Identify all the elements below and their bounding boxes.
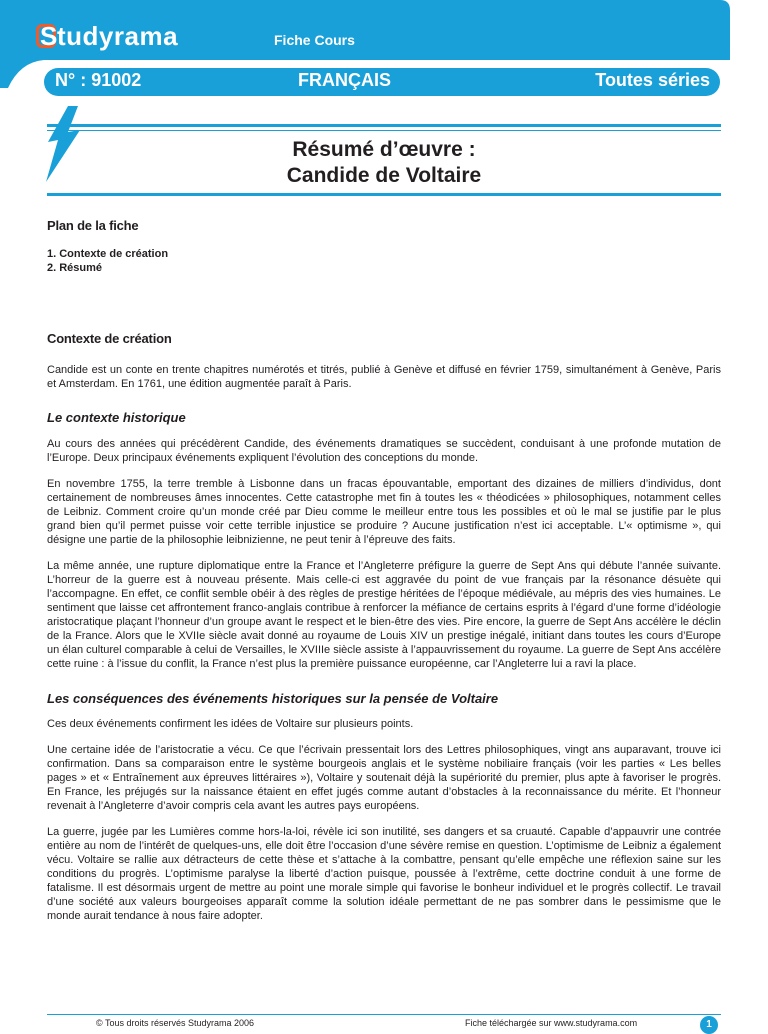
paragraph: Ces deux événements confirment les idées de Voltaire sur plusieurs points.: [47, 718, 414, 730]
subject: FRANÇAIS: [298, 70, 391, 90]
fiche-number: N° : 91002: [55, 70, 142, 90]
paragraph: Une certaine idée de l’aristocratie a vécu. Ce que l’écrivain pressentait lors des Lettres philosophiques, vingt ans auparavant, trouve ici confirmation. Dans sa comparaison entre le système bourgeois anglais et le système nobiliaire français (voir les parties « Les belles pages » et « Entraînement aux épreuves littéraires »), Voltaire y soutenait déjà la supériorité du premier, plus apte à favoriser le progrès. En France, les préjugés sur la naissance étaient en effet jugés comme autant d’obstacles à la reconnaissance du mérite. Et l’honneur revenait à l’Angleterre d’avoir compris cela avant les autres pays européens.: [47, 744, 721, 812]
plan-section: [47, 218, 721, 275]
plan-item-1: 1. Contexte de création: [47, 248, 169, 260]
logo-mark: S: [36, 24, 56, 48]
paragraph: La même année, une rupture diplomatique entre la France et l’Angleterre préfigure la guerre de Sept Ans qui débute l’année suivante. L’horreur de la guerre est à nouveau présente. Mais celle-ci est aggravée du point de vue français par la résonance désuète qui l’accompagne. En effet, ce conflit semble obéir à des règles de prestige héritées de l’époque médiévale, au mépris des vies humaines. Le sentiment que laisse cet affrontement franco-anglais contribue à renforcer la méfiance de certains esprits à l’égard d’une forme d’idéologie aristocratique plaçant l’honneur d’un groupe avant le respect et le bien-être des vies. Pire encore, la guerre de Sept Ans accélère le déclin de la France. Alors que le XVIIe siècle avait donné au royaume de Louis XIV un prestige inégalé, initiant dans toutes les cours d’Europe un élan culturel comparable à celui de Versailles, le XVIIIe siècle assiste à l’appauvrissement du royaume. La guerre de Sept Ans accélère cette ruine : à l’issue du conflit, la France n’est plus la première puissance européenne, car l’Angleterre lui a ravi la place.: [47, 560, 721, 670]
plan-heading: Plan de la fiche: [47, 218, 139, 233]
paragraph: En novembre 1755, la terre tremble à Lisbonne dans un fracas épouvantable, emportant des dizaines de milliers d’individus, dont certainement de nombreuses âmes innocentes. Cette catastrophe met fin à toutes les « théodicées » philosophiques, notamment celles de Leibniz. Comment croire qu’un monde créé par Dieu comme le meilleur entre tous les possibles et où le mal se justifie par le plus grand bien qu’il permet puisse voir cette terrible injustice se produire ? Aucune justification n’est ici acceptable. L’« optimisme », qui désigne une partie de la philosophie leibnizienne, ne peut tenir à l’épreuve des faits.: [47, 478, 721, 546]
title-rule-top: [47, 124, 721, 127]
subsection-heading: Les conséquences des événements historiques sur la pensée de Voltaire: [47, 691, 499, 706]
subsection-heading: Le contexte historique: [47, 410, 186, 425]
title-rule-bottom: [47, 193, 721, 196]
series: Toutes séries: [595, 70, 710, 90]
footer-copyright: © Tous droits réservés Studyrama 2006: [96, 1018, 255, 1028]
section-contexte: [47, 331, 721, 923]
section-heading: Contexte de création: [47, 331, 172, 346]
page-title-line2: Candide de Voltaire: [286, 164, 482, 187]
fiche-type: Fiche Cours: [274, 32, 355, 48]
paragraph: La guerre, jugée par les Lumières comme hors-la-loi, révèle ici son inutilité, ses dangers et sa cruauté. Capable d’appauvrir une contrée entière au nom de l’intérêt de quelques-uns, elle doit être l’occasion d’une sévère remise en question. L’optimisme de Leibniz a également vécu. Voltaire se rallie aux détracteurs de cette thèse et s’attache à la combattre, pensant qu’elle empêche une réflexion saine sur les conditions du progrès. L’optimisme paralyse la liberté d’action puisque, poussée à l’extrême, cette doctrine conduit à une forme de fatalisme. Il est désormais urgent de mettre au point une morale simple qui favorise le bonheur individuel et le progrès collectif. Le travail d’une société aux valeurs bourgeoises apparaît comme la solution idéale permettant de ne pas sombrer dans le pessimisme que le monde aurait tendance à nous faire adopter.: [47, 826, 721, 922]
paragraph: Au cours des années qui précédèrent Candide, des événements dramatiques se succèdent, conduisant à une profonde mutation de l’Europe. Deux principaux événements expliquent l’évolution des conceptions du monde.: [47, 438, 721, 464]
paragraph: Candide est un conte en trente chapitres numérotés et titrés, publié à Genève et diffusé en février 1759, simultanément à Genève, Paris et Amsterdam. En 1761, une édition augmentée paraît à Paris.: [47, 364, 721, 390]
footer-rule: [47, 1014, 721, 1015]
page-title-line1: Résumé d’œuvre :: [292, 138, 476, 161]
footer-download: Fiche téléchargée sur www.studyrama.com: [465, 1018, 638, 1028]
studyrama-logo: S tudyrama: [36, 21, 178, 52]
plan-item-2: 2. Résumé: [47, 262, 103, 274]
page-number: 1: [700, 1016, 718, 1034]
title-rule-top-thin: [47, 130, 721, 131]
